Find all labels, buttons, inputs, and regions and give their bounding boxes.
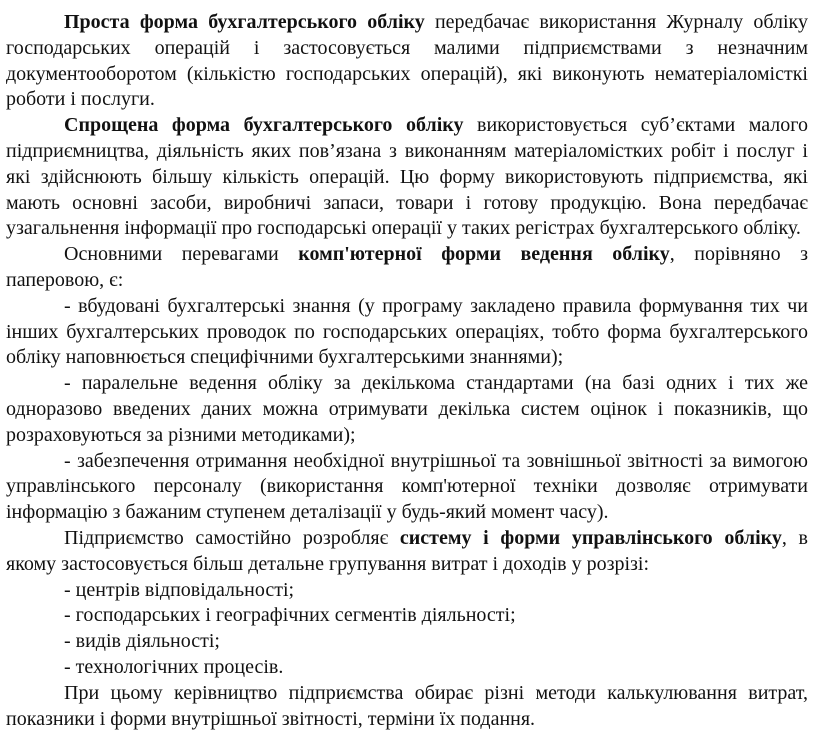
term-simplified-form: Спрощена форма бухгалтерського обліку [64,114,464,137]
list-item-advantage: - паралельне ведення обліку за декількома стандартами (на базі одних і тих же одноразово введених даних можна отримувати декілька систем оцінок і показників, що розраховуються за різними методиками); [6,372,808,446]
list-item-advantage: - вбудовані бухгалтерські знання (у програму закладено правила формування тих чи інших бухгалтерських проводок по господарських операціях, тобто форма бухгалтерського обліку наповнюється специфічними бухгалтерськими знаннями); [6,294,808,369]
term-simple-form: Проста форма бухгалтерського обліку [64,11,425,33]
paragraph-management-after: , в якому застосовується більш детальне групування витрат і доходів у розрізі: [6,526,808,575]
paragraph-simplified-form [6,113,808,242]
list-item-segment: - центрів відповідальності; [64,578,295,601]
paragraph-computer-form [6,242,808,294]
term-management-accounting: систему і форми управлінського обліку [399,526,782,549]
paragraph-simple-form [6,10,808,113]
list-item-advantage: - забезпечення отримання необхідної внутрішньої та зовнішньої звітності за вимогою управлінського персоналу (використання комп'ютерної техніки дозволяє отримувати інформацію з бажаним ступенем деталізації у будь-який момент часу). [6,449,808,524]
paragraph-computer-form-before: Основними перевагами [64,243,299,266]
paragraph-management-accounting [6,526,808,578]
paragraph-simplified-form-text: використовується суб’єктами малого підприємництва, діяльність яких пов’язана з виконанням матеріаломістких робіт і послуг і які здійснюють більшу кількість операцій. Цю форму використовують підприємства, які мають основні засоби, виробничі запаси, товари і готову продукцію. Вона передбачає узагальнення інформації про господарські операції у таких регістрах бухгалтерського обліку. [6,114,808,240]
paragraph-management-before: Підприємство самостійно розробляє [64,526,400,549]
list-item-segment: - господарських і географічних сегментів діяльності; [64,604,516,627]
segments-list [6,578,808,681]
list-item-segment: - видів діяльності; [64,630,220,653]
list-item-segment: - технологічних процесів. [64,655,284,678]
paragraph-closing: При цьому керівництво підприємства обирає різні методи калькулювання витрат, показники і форми внутрішньої звітності, терміни їх подання. [6,681,808,730]
paragraph-simple-form-text: передбачає використання Журналу обліку господарських операцій і застосовується малими підприємствами з незначним документооборотом (кількістю господарських операцій), які виконують нематеріаломісткі роботи і послуги. [6,11,808,111]
term-computer-form: комп'ютерної форми ведення обліку [298,243,670,266]
paragraph-computer-form-after: , порівняно з паперовою, є: [6,243,809,291]
